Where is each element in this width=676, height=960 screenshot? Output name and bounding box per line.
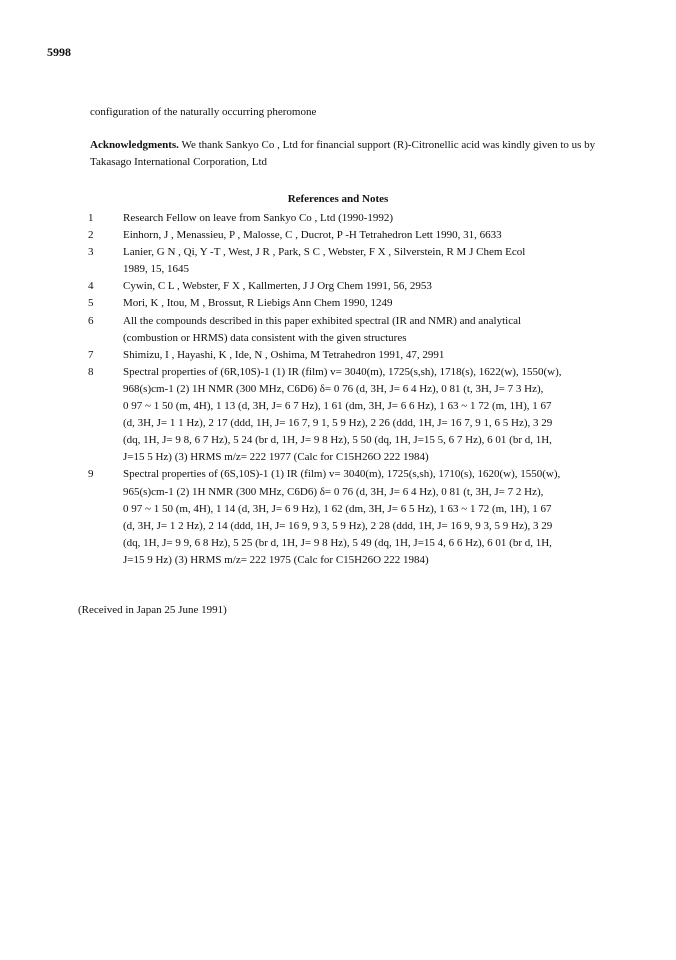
reference-item <box>88 227 618 244</box>
reference-number: 5 <box>88 297 94 310</box>
reference-text <box>123 227 618 244</box>
reference-text <box>123 347 618 364</box>
reference-number: 4 <box>88 280 94 293</box>
reference-number: 6 <box>88 314 94 327</box>
reference-item <box>88 364 618 467</box>
acknowledgments-text: We thank Sankyo Co , Ltd for financial support (R)-Citronellic acid was kindly given to us by Takasago International Corporation, Ltd <box>90 139 596 168</box>
reference-line: Cywin, C L , Webster, F X , Kallmerten, J J Org Chem 1991, 56, 2953 <box>123 280 432 293</box>
reference-item <box>88 278 618 295</box>
reference-number: 8 <box>88 365 94 378</box>
references-list <box>88 210 618 569</box>
reference-line: All the compounds described in this paper exhibited spectral (IR and NMR) and analytical <box>123 314 522 327</box>
reference-line: 965(s)cm-1 (2) 1H NMR (300 MHz, C6D6) δ= 0 76 (d, 3H, J= 6 4 Hz), 0 81 (t, 3H, J= 7 2 Hz), <box>123 485 544 498</box>
references-heading: References and Notes <box>287 193 389 205</box>
reference-line: J=15 5 Hz) (3) HRMS m/z= 222 1977 (Calc for C15H26O 222 1984) <box>123 451 429 464</box>
reference-line: (combustion or HRMS) data consistent with the given structures <box>123 331 407 344</box>
reference-text <box>123 210 618 227</box>
reference-line: Research Fellow on leave from Sankyo Co , Ltd (1990-1992) <box>123 212 394 224</box>
reference-item <box>88 347 618 364</box>
reference-line: (dq, 1H, J= 9 8, 6 7 Hz), 5 24 (br d, 1H, J= 9 8 Hz), 5 50 (dq, 1H, J=15 5, 6 7 Hz), 6 01 (br d, 1H, <box>123 434 552 447</box>
reference-line: 0 97 ~ 1 50 (m, 4H), 1 14 (d, 3H, J= 6 9 Hz), 1 62 (dm, 3H, J= 6 5 Hz), 1 63 ~ 1 72 (m, 1H), 1 67 <box>123 502 552 515</box>
received-date: (Received in Japan 25 June 1991) <box>78 604 227 616</box>
reference-number: 1 <box>88 212 94 224</box>
reference-text <box>123 466 618 569</box>
reference-text <box>123 295 618 312</box>
reference-line: Mori, K , Itou, M , Brossut, R Liebigs Ann Chem 1990, 1249 <box>123 297 393 310</box>
reference-line: Lanier, G N , Qi, Y -T , West, J R , Park, S C , Webster, F X , Silverstein, R M J Chem Ecol <box>123 246 526 259</box>
acknowledgments <box>90 137 615 171</box>
reference-line: J=15 9 Hz) (3) HRMS m/z= 222 1975 (Calc for C15H26O 222 1984) <box>123 553 429 566</box>
reference-item <box>88 313 618 347</box>
reference-line: (d, 3H, J= 1 2 Hz), 2 14 (ddd, 1H, J= 16 9, 9 3, 5 9 Hz), 2 28 (ddd, 1H, J= 16 9, 9 3, 5 9 Hz), 3 29 <box>123 519 553 532</box>
reference-line: Spectral properties of (6R,10S)-1 (1) IR (film) v= 3040(m), 1725(s,sh), 1718(s), 1622(w), 1550(w), <box>123 365 562 378</box>
reference-line: Spectral properties of (6S,10S)-1 (1) IR (film) v= 3040(m), 1725(s,sh), 1710(s), 1620(w), 1550(w), <box>123 468 561 481</box>
reference-number: 2 <box>88 229 94 242</box>
reference-text <box>123 313 618 347</box>
continuation-text: configuration of the naturally occurring pheromone <box>90 106 317 118</box>
reference-number: 9 <box>88 468 94 481</box>
reference-line: 968(s)cm-1 (2) 1H NMR (300 MHz, C6D6) δ= 0 76 (d, 3H, J= 6 4 Hz), 0 81 (t, 3H, J= 7 3 Hz), <box>123 382 544 395</box>
reference-line: Shimizu, I , Hayashi, K , Ide, N , Oshima, M Tetrahedron 1991, 47, 2991 <box>123 348 445 361</box>
reference-line: (dq, 1H, J= 9 9, 6 8 Hz), 5 25 (br d, 1H, J= 9 8 Hz), 5 49 (dq, 1H, J=15 4, 6 6 Hz), 6 01 (br d, 1H, <box>123 536 552 549</box>
reference-line: 1989, 15, 1645 <box>123 263 189 276</box>
reference-line: Einhorn, J , Menassieu, P , Malosse, C , Ducrot, P -H Tetrahedron Lett 1990, 31, 6633 <box>123 229 502 242</box>
reference-item <box>88 295 618 312</box>
page-number: 5998 <box>47 45 71 59</box>
acknowledgments-heading: Acknowledgments. <box>90 139 179 151</box>
reference-text <box>123 244 618 278</box>
reference-line: (d, 3H, J= 1 1 Hz), 2 17 (ddd, 1H, J= 16 7, 9 1, 5 9 Hz), 2 26 (ddd, 1H, J= 16 7, 9 1, 6 5 Hz), 3 29 <box>123 417 553 430</box>
reference-item <box>88 244 618 278</box>
reference-line: 0 97 ~ 1 50 (m, 4H), 1 13 (d, 3H, J= 6 7 Hz), 1 61 (dm, 3H, J= 6 6 Hz), 1 63 ~ 1 72 (m, 1H), 1 67 <box>123 400 552 413</box>
reference-text <box>123 364 618 467</box>
reference-item <box>88 466 618 569</box>
reference-item <box>88 210 618 227</box>
reference-number: 7 <box>88 348 94 361</box>
reference-text <box>123 278 618 295</box>
reference-number: 3 <box>88 246 94 259</box>
